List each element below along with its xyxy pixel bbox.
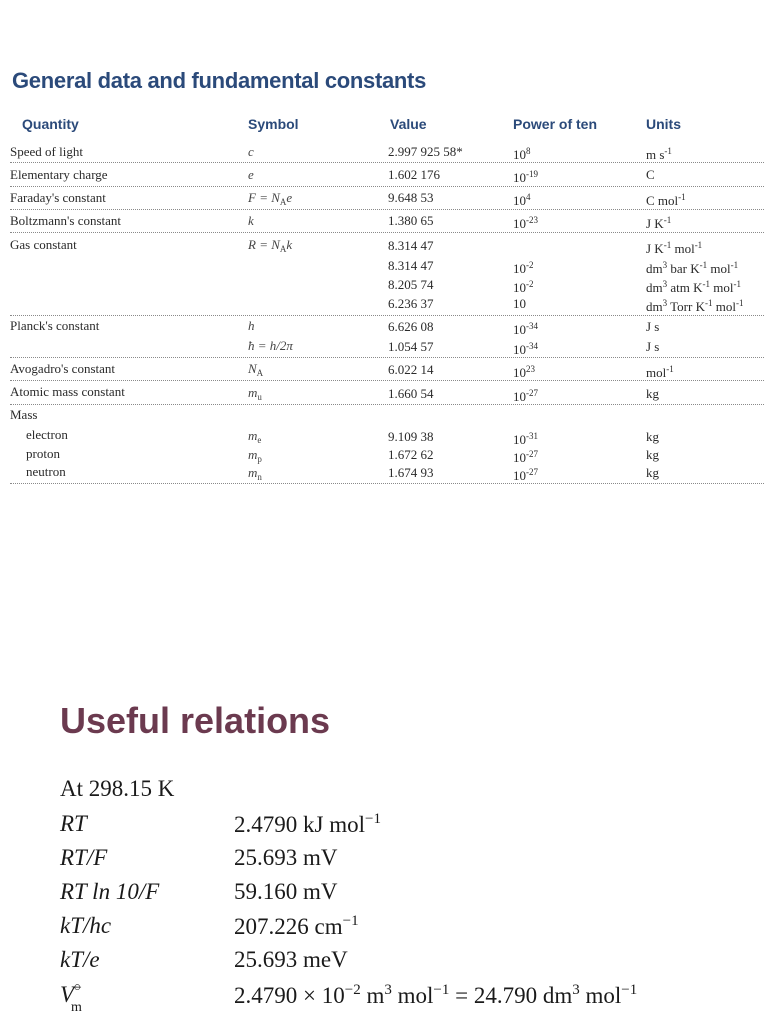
power-avogadro: $10^{23}$ [513, 364, 535, 380]
unit-planck-h: J s [646, 319, 660, 334]
power-boltzmann: $10^{-23}$ [513, 215, 538, 231]
unit-neutron: kg [646, 465, 659, 480]
value-boltzmann: 1.380 65 [388, 213, 434, 228]
symbol-mn: $m_n$ [248, 465, 262, 482]
symbol-na: $N_A$ [248, 361, 264, 378]
unit-gas-2: $dm^3$ bar $K^{-1}$ mol$^{-1}$ [646, 260, 739, 276]
value-gas-1: 8.314 47 [388, 238, 434, 253]
power-planck-hbar: $10^{-34}$ [513, 341, 538, 357]
quantity-planck: Planck's constant [10, 318, 100, 333]
row-divider [10, 209, 764, 210]
relation-rtln-value: 59.160 mV [234, 879, 338, 904]
relation-vm-value: $2.4790 \times 10^{-2}$ $m^3$ mol$^{-1}$ = 24.790 $dm^3$ mol$^{-1}$ [234, 982, 638, 1008]
header-value: Value [390, 116, 427, 132]
unit-gas-4: $dm^3$ Torr $K^{-1}$ mol$^{-1}$ [646, 298, 744, 314]
value-gas-2: 8.314 47 [388, 258, 434, 273]
relation-kthc-label: kT/hc [60, 913, 112, 938]
mass-label-electron: electron [26, 427, 68, 442]
unit-electron: kg [646, 429, 659, 444]
power-neutron: $10^{-27}$ [513, 467, 538, 483]
quantity-boltzmann: Boltzmann's constant [10, 213, 122, 228]
relation-rtln-label: RT ln 10/F [60, 879, 160, 904]
mass-label-proton: proton [26, 446, 60, 461]
row-divider [10, 232, 764, 233]
value-atomic-mass: 1.660 54 [388, 386, 434, 401]
unit-gas-3: $dm^3$ atm $K^{-1}$ mol$^{-1}$ [646, 279, 741, 295]
value-gas-4: 6.236 37 [388, 296, 434, 311]
header-quantity: Quantity [22, 116, 79, 132]
header-power-of-ten: Power of ten [513, 116, 598, 132]
value-electron: 9.109 38 [388, 429, 434, 444]
row-divider [10, 315, 764, 316]
relation-rtf-label: RT/F [60, 845, 108, 870]
value-proton: 1.672 62 [388, 447, 434, 462]
header-units: Units [646, 116, 681, 132]
power-faraday: $10^4$ [513, 192, 531, 208]
symbol-mp: $m_p$ [248, 447, 262, 464]
unit-proton: kg [646, 447, 659, 462]
value-planck-hbar: 1.054 57 [388, 339, 434, 354]
relations-title: Useful relations [60, 700, 331, 741]
mass-label-neutron: neutron [26, 464, 66, 479]
value-speed-of-light: 2.997 925 58* [388, 144, 463, 159]
symbol-h: h [248, 318, 255, 333]
quantity-speed-of-light: Speed of light [10, 144, 83, 159]
relation-kte-label: kT/e [60, 947, 100, 972]
relation-rt-label: RT [60, 811, 87, 836]
relation-kthc-value: 207.226 $cm^{-1}$ [234, 913, 359, 939]
quantity-elementary-charge: Elementary charge [10, 167, 108, 182]
symbol-hbar: ħ = h/2π [248, 338, 293, 353]
relation-rt-value: 2.4790 kJ mol$^{-1}$ [234, 811, 381, 837]
row-divider [10, 357, 764, 358]
symbol-k: k [248, 213, 254, 228]
unit-faraday: C mol$^{-1}$ [646, 192, 686, 208]
power-elementary-charge: $10^{-19}$ [513, 169, 538, 185]
unit-elementary-charge: C [646, 167, 655, 182]
value-avogadro: 6.022 14 [388, 362, 434, 377]
value-elementary-charge: 1.602 176 [388, 167, 440, 182]
relation-at-temp: At 298.15 K [60, 776, 175, 801]
row-divider [10, 404, 764, 405]
row-divider [10, 186, 764, 187]
power-electron: $10^{-31}$ [513, 431, 538, 447]
relation-rtf-value: 25.693 mV [234, 845, 338, 870]
power-planck-h: $10^{-34}$ [513, 321, 538, 337]
value-gas-3: 8.205 74 [388, 277, 434, 292]
relation-kte-value: 25.693 meV [234, 947, 348, 972]
value-faraday: 9.648 53 [388, 190, 434, 205]
header-symbol: Symbol [248, 116, 299, 132]
row-divider [10, 162, 764, 163]
power-proton: $10^{-27}$ [513, 449, 538, 465]
unit-gas-1: J $K^{-1}$ mol$^{-1}$ [646, 240, 703, 256]
quantity-mass: Mass [10, 407, 38, 422]
unit-avogadro: mol$^{-1}$ [646, 364, 674, 380]
relation-vm-label: $V^⦵_m$ [60, 978, 84, 1015]
power-atomic-mass: $10^{-27}$ [513, 388, 538, 404]
power-speed-of-light: $10^8$ [513, 146, 531, 162]
quantity-avogadro: Avogadro's constant [10, 361, 115, 376]
unit-boltzmann: J $K^{-1}$ [646, 215, 672, 231]
unit-planck-hbar: J s [646, 339, 660, 354]
power-gas-2: $10^{-2}$ [513, 260, 534, 276]
quantity-faraday: Faraday's constant [10, 190, 106, 205]
power-gas-3: $10^{-2}$ [513, 279, 534, 295]
symbol-faraday: $F = N_Ae$ [248, 190, 293, 207]
row-divider [10, 483, 764, 484]
symbol-e: e [248, 167, 254, 182]
symbol-me: $m_e$ [248, 428, 262, 445]
row-divider [10, 380, 764, 381]
value-neutron: 1.674 93 [388, 465, 434, 480]
page-title: General data and fundamental constants [12, 68, 427, 93]
quantity-gas-constant: Gas constant [10, 237, 77, 252]
symbol-c: c [248, 144, 254, 159]
power-gas-4: 10 [513, 296, 526, 311]
symbol-mu: $m_u$ [248, 385, 262, 402]
value-planck-h: 6.626 08 [388, 319, 434, 334]
quantity-atomic-mass: Atomic mass constant [10, 384, 125, 399]
unit-speed-of-light: m $s^{-1}$ [646, 146, 672, 162]
unit-atomic-mass: kg [646, 386, 659, 401]
symbol-gas-constant: $R = N_Ak$ [248, 237, 293, 254]
